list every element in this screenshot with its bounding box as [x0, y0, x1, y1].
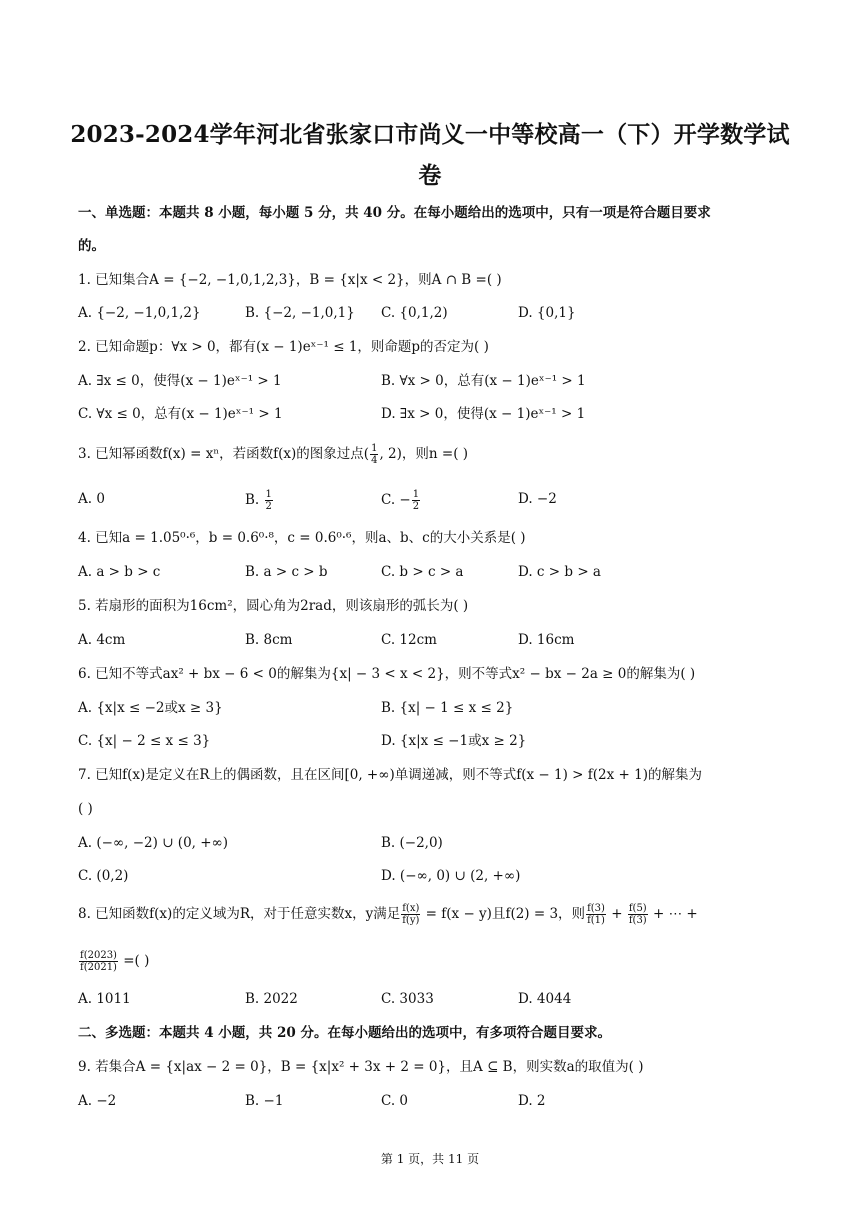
q1-option-a: A. {−2, −1,0,1,2}: [78, 305, 201, 321]
q4-option-d: D. c > b > a: [518, 564, 601, 580]
page-title: 2023-2024学年河北省张家口市尚义一中等校高一（下）开学数学试: [70, 121, 790, 148]
q2-option-c: C. ∀x ≤ 0，总有(x − 1)eˣ⁻¹ > 1: [78, 406, 283, 422]
q9-option-d: D. 2: [518, 1093, 546, 1109]
q8-fraction-2: [586, 903, 606, 926]
question-1: 1. 已知集合A = {−2, −1,0,1,2,3}，B = {x|x < 2}，则A ∩ B =( ): [78, 272, 502, 288]
q3-fraction-numerator: 1: [371, 443, 378, 454]
question-8-continued: [78, 950, 149, 973]
q3-option-b-label: B.: [245, 492, 264, 508]
q8-option-d: D. 4044: [518, 991, 572, 1007]
q8-text-4: =( ): [118, 953, 150, 969]
q8-option-a: A. 1011: [78, 991, 131, 1007]
q7-option-c: C. (0,2): [78, 868, 129, 884]
q6-option-b: B. {x| − 1 ≤ x ≤ 2}: [381, 700, 514, 716]
question-8: [78, 903, 698, 926]
q8-fraction-1-denominator: f(y): [402, 915, 420, 926]
q7-option-b: B. (−2,0): [381, 835, 443, 851]
page-footer: 第 1 页，共 11 页: [380, 1152, 480, 1166]
q5-option-d: D. 16cm: [518, 632, 575, 648]
section2-heading: 二、多选题：本题共 4 小题，共 20 分。在每小题给出的选项中，有多项符合题目要求。: [78, 1025, 611, 1041]
q3-option-a: A. 0: [78, 491, 105, 507]
q9-option-a: A. −2: [78, 1093, 117, 1109]
q8-fraction-4: [79, 950, 118, 973]
q1-option-b: B. {−2, −1,0,1}: [245, 305, 355, 321]
q6-option-c: C. {x| − 2 ≤ x ≤ 3}: [78, 733, 211, 749]
q8-fraction-1-numerator: f(x): [402, 903, 420, 914]
q3-text-start: 3. 已知幂函数f(x) = xⁿ，若函数f(x)的图象过点(: [78, 446, 370, 462]
section1-heading: 一、单选题：本题共 8 小题，每小题 5 分，共 40 分。在每小题给出的选项中，只有一项是符合题目要求: [78, 205, 711, 221]
q7-option-a: A. (−∞, −2) ∪ (0, +∞): [78, 835, 229, 851]
q3-fraction: [370, 443, 378, 466]
q3-option-c-label: C. −: [381, 492, 411, 508]
q6-option-d: D. {x|x ≤ −1或x ≥ 2}: [381, 733, 527, 749]
question-4: 4. 已知a = 1.05⁰·⁶，b = 0.6⁰·⁸，c = 0.6⁰·⁶，则a、b、c的大小关系是( ): [78, 530, 526, 546]
q8-fraction-4-numerator: f(2023): [80, 950, 117, 961]
question-2: 2. 已知命题p：∀x > 0，都有(x − 1)eˣ⁻¹ ≤ 1，则命题p的否定为( ): [78, 339, 489, 355]
q8-text-2: = f(x − y)且f(2) = 3，则: [421, 906, 586, 922]
q4-option-a: A. a > b > c: [78, 564, 161, 580]
q8-fraction-3-denominator: f(3): [628, 915, 647, 926]
q3-option-b: [245, 489, 274, 512]
q2-option-a: A. ∃x ≤ 0，使得(x − 1)eˣ⁻¹ > 1: [78, 373, 282, 389]
question-3: [78, 443, 468, 466]
q8-fraction-1: [401, 903, 420, 926]
q9-option-b: B. −1: [245, 1093, 284, 1109]
q8-plus: +: [606, 906, 627, 922]
q3-option-c-denominator: 2: [412, 501, 420, 512]
q4-option-c: C. b > c > a: [381, 564, 464, 580]
q5-option-b: B. 8cm: [245, 632, 293, 648]
q3-option-b-numerator: 1: [265, 489, 272, 500]
q8-fraction-2-numerator: f(3): [587, 903, 605, 914]
q8-fraction-3-numerator: f(5): [628, 903, 647, 914]
question-7: 7. 已知f(x)是定义在R上的偶函数，且在区间[0, +∞)单调递减，则不等式f(x − 1) > f(2x + 1)的解集为: [78, 767, 702, 783]
question-9: 9. 若集合A = {x|ax − 2 = 0}，B = {x|x² + 3x + 2 = 0}，且A ⊆ B，则实数a的取值为( ): [78, 1059, 644, 1075]
q3-option-c-fraction: [412, 489, 420, 512]
q1-option-d: D. {0,1}: [518, 305, 576, 321]
q4-option-b: B. a > c > b: [245, 564, 328, 580]
q5-option-c: C. 12cm: [381, 632, 437, 648]
q3-option-c-numerator: 1: [412, 489, 420, 500]
page-title-continued: 卷: [418, 162, 442, 189]
q2-option-d: D. ∃x > 0，使得(x − 1)eˣ⁻¹ > 1: [381, 406, 586, 422]
q3-fraction-denominator: 4: [371, 455, 378, 466]
q5-option-a: A. 4cm: [78, 632, 126, 648]
question-7-continued: ( ): [78, 801, 93, 817]
q9-option-c: C. 0: [381, 1093, 409, 1109]
q8-fraction-3: [628, 903, 648, 926]
q7-option-d: D. (−∞, 0) ∪ (2, +∞): [381, 868, 521, 884]
q3-option-c: [381, 489, 421, 512]
q1-option-c: C. {0,1,2): [381, 305, 448, 321]
q8-text-1: 8. 已知函数f(x)的定义域为R，对于任意实数x，y满足: [78, 906, 401, 922]
q3-option-b-fraction: [265, 489, 273, 512]
q8-option-b: B. 2022: [245, 991, 298, 1007]
q3-text-end: , 2)，则n =( ): [379, 446, 469, 462]
q3-option-d: D. −2: [518, 491, 557, 507]
question-5: 5. 若扇形的面积为16cm²，圆心角为2rad，则该扇形的弧长为( ): [78, 598, 469, 614]
q6-option-a: A. {x|x ≤ −2或x ≥ 3}: [78, 700, 223, 716]
q8-fraction-2-denominator: f(1): [587, 915, 605, 926]
q3-option-b-denominator: 2: [265, 501, 272, 512]
section1-heading-continued: 的。: [78, 238, 105, 254]
q8-fraction-4-denominator: f(2021): [80, 962, 117, 973]
q2-option-b: B. ∀x > 0，总有(x − 1)eˣ⁻¹ > 1: [381, 373, 586, 389]
q8-text-3: + ⋯ +: [648, 906, 698, 922]
question-6: 6. 已知不等式ax² + bx − 6 < 0的解集为{x| − 3 < x < 2}，则不等式x² − bx − 2a ≥ 0的解集为( ): [78, 666, 696, 682]
q8-option-c: C. 3033: [381, 991, 434, 1007]
